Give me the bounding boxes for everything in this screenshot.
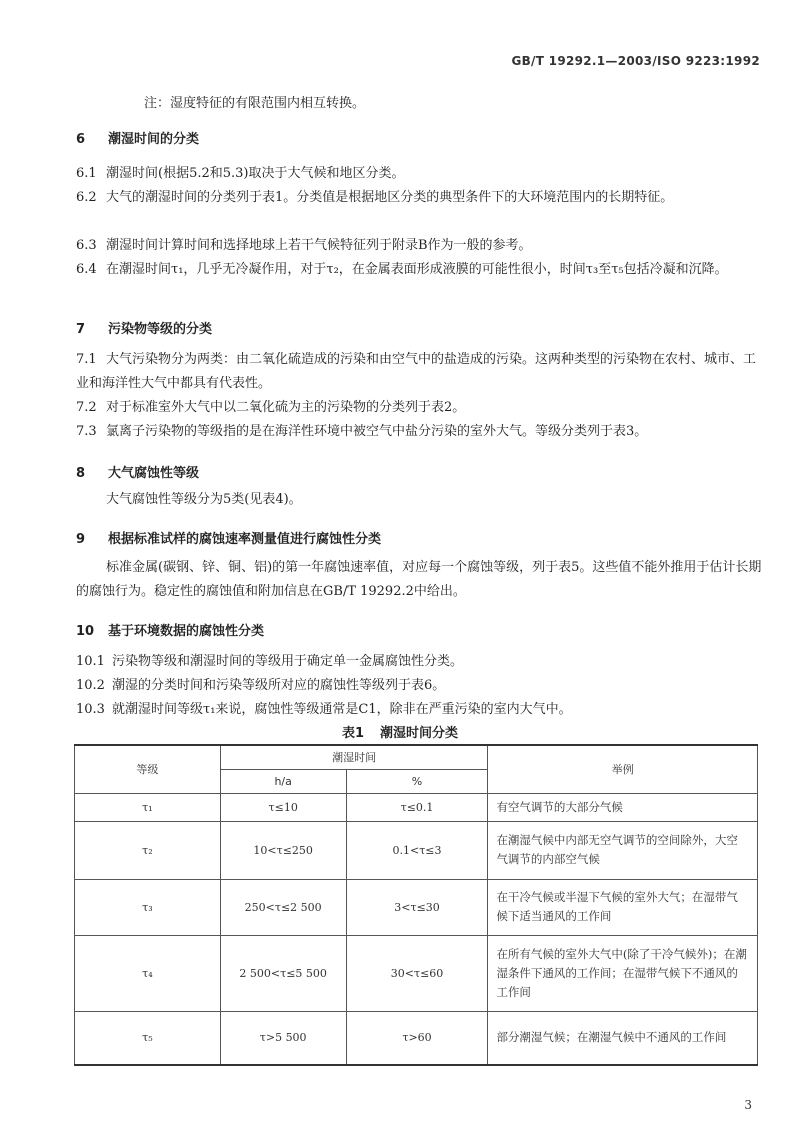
cell-percent: 3<τ≤30 xyxy=(346,879,488,935)
section-title: 污染物等级的分类 xyxy=(108,322,213,337)
cell-example: 在所有气候的室外大气中(除了干冷气候外)；在潮湿条件下通风的工作间；在湿带气候下不通风的工作间 xyxy=(488,935,758,1011)
clause-7-2 xyxy=(76,396,766,420)
table-row xyxy=(75,821,758,879)
header-grade: 等级 xyxy=(75,745,221,793)
section-number: 8 xyxy=(76,466,86,481)
clause-7-1 xyxy=(76,348,766,396)
clause-number: 7.3 xyxy=(76,424,97,439)
section-6-heading xyxy=(76,128,199,147)
page-number: 3 xyxy=(744,1098,752,1112)
clause-number: 7.1 xyxy=(76,352,97,367)
cell-hours: τ>5 500 xyxy=(220,1011,346,1065)
section-number: 10 xyxy=(76,624,95,639)
note-text: 注：湿度特征的有限范围内相互转换。 xyxy=(144,96,366,111)
cell-hours: 2 500<τ≤5 500 xyxy=(220,935,346,1011)
cell-percent: 30<τ≤60 xyxy=(346,935,488,1011)
clause-6-4 xyxy=(76,258,766,282)
clause-number: 7.2 xyxy=(76,400,97,415)
cell-example: 有空气调节的大部分气候 xyxy=(488,793,758,821)
table-row xyxy=(75,935,758,1011)
cell-grade: τ₃ xyxy=(75,879,221,935)
table-caption xyxy=(0,722,800,741)
clause-text: 潮湿时间(根据5.2和5.3)取决于大气候和地区分类。 xyxy=(106,166,405,181)
clause-text: 氯离子污染物的等级指的是在海洋性环境中被空气中盐分污染的室外大气。等级分类列于表3。 xyxy=(106,424,648,439)
clause-text: 对于标准室外大气中以二氧化硫为主的污染物的分类列于表2。 xyxy=(106,400,466,415)
cell-percent: τ>60 xyxy=(346,1011,488,1065)
section-number: 6 xyxy=(76,132,86,147)
clause-6-1 xyxy=(76,162,766,186)
clause-6-2 xyxy=(76,186,766,210)
table-caption-number: 表1 xyxy=(341,726,365,741)
clause-10-1 xyxy=(76,650,766,674)
section-title: 潮湿时间的分类 xyxy=(108,132,200,147)
section-number: 9 xyxy=(76,532,86,547)
clause-text: 大气的潮湿时间的分类列于表1。分类值是根据地区分类的典型条件下的大环境范围内的长期特征。 xyxy=(106,190,674,205)
section-title: 根据标准试样的腐蚀速率测量值进行腐蚀性分类 xyxy=(108,532,382,547)
cell-grade: τ₁ xyxy=(75,793,221,821)
clause-number: 6.1 xyxy=(76,166,97,181)
section-number: 7 xyxy=(76,322,86,337)
section-9-text: 标准金属(碳钢、锌、铜、铝)的第一年腐蚀速率值，对应每一个腐蚀等级，列于表5。这些值不能外推用于估计长期的腐蚀行为。稳定性的腐蚀值和附加信息在GB/T 19292.2中给出。 xyxy=(76,560,762,599)
clause-10-3 xyxy=(76,698,766,722)
table-caption-title: 潮湿时间分类 xyxy=(380,726,459,741)
table-row xyxy=(75,879,758,935)
header-percent: % xyxy=(346,769,488,793)
tow-classification-table xyxy=(74,744,758,1066)
clause-number: 6.4 xyxy=(76,262,97,277)
clause-number: 6.3 xyxy=(76,238,97,253)
section-title: 大气腐蚀性等级 xyxy=(108,466,200,481)
cell-grade: τ₂ xyxy=(75,821,221,879)
header-example: 举例 xyxy=(488,745,758,793)
cell-grade: τ₄ xyxy=(75,935,221,1011)
clause-number: 10.2 xyxy=(76,678,105,693)
section-8-heading xyxy=(76,462,199,481)
clause-text: 在潮湿时间τ₁，几乎无冷凝作用，对于τ₂，在金属表面形成液膜的可能性很小，时间τ₃至τ₅包括冷凝和沉降。 xyxy=(106,262,728,277)
cell-example: 在干冷气候或半湿下气候的室外大气；在湿带气候下适当通风的工作间 xyxy=(488,879,758,935)
clause-10-2 xyxy=(76,674,766,698)
clause-number: 6.2 xyxy=(76,190,97,205)
clause-text: 污染物等级和潮湿时间的等级用于确定单一金属腐蚀性分类。 xyxy=(112,654,464,669)
section-8-text: 大气腐蚀性等级分为5类(见表4)。 xyxy=(106,492,302,507)
clause-text: 就潮湿时间等级τ₁来说，腐蚀性等级通常是C1，除非在严重污染的室内大气中。 xyxy=(112,702,572,717)
cell-hours: 250<τ≤2 500 xyxy=(220,879,346,935)
table-row xyxy=(75,793,758,821)
cell-percent: 0.1<τ≤3 xyxy=(346,821,488,879)
clause-number: 10.3 xyxy=(76,702,105,717)
clause-6-3 xyxy=(76,234,766,258)
section-9-heading xyxy=(76,528,381,547)
cell-hours: 10<τ≤250 xyxy=(220,821,346,879)
cell-example: 在潮湿气候中内部无空气调节的空间除外，大空气调节的内部空气候 xyxy=(488,821,758,879)
section-10-heading xyxy=(76,620,264,639)
clause-number: 10.1 xyxy=(76,654,105,669)
clause-7-3 xyxy=(76,420,766,444)
table-row xyxy=(75,1011,758,1065)
cell-percent: τ≤0.1 xyxy=(346,793,488,821)
clause-text: 潮湿时间计算时间和选择地球上若干气候特征列于附录B作为一般的参考。 xyxy=(106,238,532,253)
header-time-of-wetness: 潮湿时间 xyxy=(220,745,488,769)
section-7-heading xyxy=(76,318,212,337)
header-hours-per-year: h/a xyxy=(220,769,346,793)
cell-grade: τ₅ xyxy=(75,1011,221,1065)
cell-hours: τ≤10 xyxy=(220,793,346,821)
cell-example: 部分潮湿气候；在潮湿气候中不通风的工作间 xyxy=(488,1011,758,1065)
section-title: 基于环境数据的腐蚀性分类 xyxy=(108,624,265,639)
clause-text: 潮湿的分类时间和污染等级所对应的腐蚀性等级列于表6。 xyxy=(112,678,446,693)
standard-header: GB/T 19292.1—2003/ISO 9223:1992 xyxy=(511,54,760,68)
clause-text: 大气污染物分为两类：由二氧化硫造成的污染和由空气中的盐造成的污染。这两种类型的污染物在农村、城市、工业和海洋性大气中都具有代表性。 xyxy=(76,352,757,391)
